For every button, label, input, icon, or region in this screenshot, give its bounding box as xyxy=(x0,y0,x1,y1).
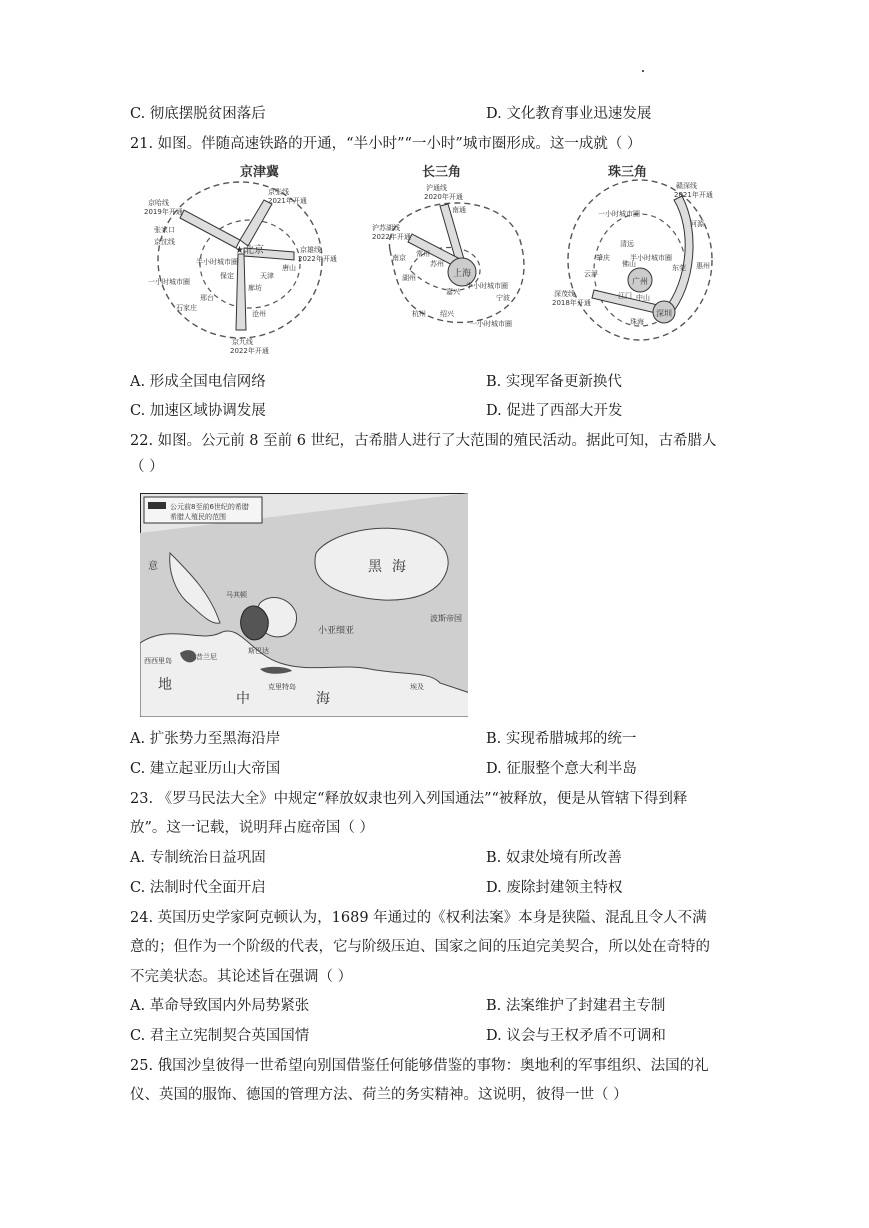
svg-text:杭州: 杭州 xyxy=(412,310,426,318)
q20-option-d: D. 文化教育事业迅速发展 xyxy=(486,106,652,122)
zsj-panel xyxy=(552,164,713,340)
svg-text:2018年开通: 2018年开通 xyxy=(552,299,591,307)
svg-text:江门: 江门 xyxy=(618,292,632,300)
q21-option-b: B. 实现军备更新换代 xyxy=(486,374,622,390)
svg-text:一小时城市圈: 一小时城市圈 xyxy=(598,210,640,218)
q24-option-b: B. 法案维护了封建君主专制 xyxy=(486,998,666,1014)
map-legend-2: 希腊人殖民的范围 xyxy=(170,513,226,521)
svg-text:一小时城市圈: 一小时城市圈 xyxy=(148,278,190,286)
zsj-center-gz: 广州 xyxy=(632,277,648,286)
map-sparta: 斯巴达 xyxy=(248,647,269,655)
q22-option-c: C. 建立起亚历山大帝国 xyxy=(130,761,281,777)
map-med-2: 中 xyxy=(236,691,250,707)
svg-text:东莞: 东莞 xyxy=(672,264,686,272)
svg-text:苏州: 苏州 xyxy=(430,260,444,268)
svg-text:深茂线: 深茂线 xyxy=(554,290,575,298)
q22-stem-line1: 22. 如图。公元前 8 至前 6 世纪，古希腊人进行了大范围的殖民活动。据此可知，古希腊人 xyxy=(130,433,717,449)
svg-text:沧州: 沧州 xyxy=(252,310,266,318)
svg-text:南通: 南通 xyxy=(452,206,466,214)
jjj-panel xyxy=(144,164,337,355)
svg-text:邢台: 邢台 xyxy=(200,294,214,302)
svg-text:肇庆: 肇庆 xyxy=(596,254,610,262)
q21-option-c: C. 加速区域协调发展 xyxy=(130,403,266,419)
q24-option-a: A. 革命导致国内外局势紧张 xyxy=(130,998,310,1014)
svg-text:中山: 中山 xyxy=(636,294,650,302)
csj-center: 上海 xyxy=(453,269,472,279)
svg-text:沪通线: 沪通线 xyxy=(426,184,447,192)
svg-text:2021年开通: 2021年开通 xyxy=(268,197,307,205)
svg-text:赣深线: 赣深线 xyxy=(676,182,697,190)
q25-stem-line2: 仪、英国的服饰、德国的管理方法、荷兰的务实精神。这说明，彼得一世（ ） xyxy=(130,1087,628,1103)
svg-text:南京: 南京 xyxy=(392,254,406,262)
svg-text:绍兴: 绍兴 xyxy=(440,310,454,318)
svg-text:湖州: 湖州 xyxy=(402,274,416,282)
page-dot xyxy=(642,70,644,72)
svg-text:清远: 清远 xyxy=(620,240,634,248)
jjj-center: ★北京 xyxy=(235,245,264,256)
map-macedonia: 马其顿 xyxy=(226,591,247,599)
svg-text:石家庄: 石家庄 xyxy=(176,304,197,312)
map-med-3: 海 xyxy=(316,691,330,707)
svg-text:2022年开通: 2022年开通 xyxy=(298,255,337,263)
q20-option-c: C. 彻底摆脱贫困落后 xyxy=(130,106,266,122)
q21-option-a: A. 形成全国电信网络 xyxy=(130,374,266,390)
q23-stem-line1: 23. 《罗马民法大全》中规定“释放奴隶也列入列国通法”“被释放，便是从管辖下得到释 xyxy=(130,791,688,807)
q22-option-b: B. 实现希腊城邦的统一 xyxy=(486,731,637,747)
q22-option-d: D. 征服整个意大利半岛 xyxy=(486,761,637,777)
q22-map xyxy=(140,493,468,717)
q24-option-d: D. 议会与王权矛盾不可调和 xyxy=(486,1028,666,1044)
svg-text:天津: 天津 xyxy=(260,272,274,280)
svg-text:2021年开通: 2021年开通 xyxy=(674,191,713,199)
svg-text:珠海: 珠海 xyxy=(630,318,644,326)
svg-text:廊坊: 廊坊 xyxy=(248,284,262,292)
map-black-sea-1: 黑 xyxy=(368,559,382,575)
q21-option-d: D. 促进了西部大开发 xyxy=(486,403,623,419)
q22-option-a: A. 扩张势力至黑海沿岸 xyxy=(130,731,281,747)
map-black-sea-2: 海 xyxy=(392,559,406,575)
zsj-center-sz: 深圳 xyxy=(656,309,672,318)
map-legend: 公元前8至前6世纪的希腊 xyxy=(170,503,249,511)
map-egypt: 埃及 xyxy=(410,683,424,691)
q25-stem-line1: 25. 俄国沙皇彼得一世希望向别国借鉴任何能够借鉴的事物：奥地利的军事组织、法国的礼 xyxy=(130,1058,709,1074)
csj-title: 长三角 xyxy=(422,165,462,180)
q24-option-c: C. 君主立宪制契合英国国情 xyxy=(130,1028,310,1044)
svg-text:沪苏湖线: 沪苏湖线 xyxy=(372,224,400,232)
q21-figure xyxy=(140,160,720,360)
svg-text:张家口: 张家口 xyxy=(154,226,175,234)
svg-text:2022年开通: 2022年开通 xyxy=(230,347,269,355)
svg-text:半小时城市圈: 半小时城市圈 xyxy=(196,258,238,266)
svg-text:2022年开通: 2022年开通 xyxy=(372,233,411,241)
map-crete: 克里特岛 xyxy=(268,683,296,691)
svg-text:2020年开通: 2020年开通 xyxy=(424,193,463,201)
q24-stem-line3: 不完美状态。其论述旨在强调（ ） xyxy=(130,969,353,985)
svg-text:京张线: 京张线 xyxy=(268,188,289,196)
svg-text:半小时城市圈: 半小时城市圈 xyxy=(466,282,508,290)
svg-text:京沈线: 京沈线 xyxy=(154,238,175,246)
svg-text:一小时城市圈: 一小时城市圈 xyxy=(470,320,512,328)
svg-text:京哈线: 京哈线 xyxy=(148,199,169,207)
svg-text:半小时城市圈: 半小时城市圈 xyxy=(630,254,672,262)
q24-stem-line2: 意的；但作为一个阶级的代表，它与阶级压迫、国家之间的压迫完美契合，所以处在奇特的 xyxy=(130,939,710,955)
q21-stem: 21. 如图。伴随高速铁路的开通，“半小时”“一小时”城市圈形成。这一成就（ ） xyxy=(130,136,642,152)
csj-panel xyxy=(372,164,524,328)
q22-stem-line2: （ ） xyxy=(130,459,164,475)
q23-stem-line2: 放”。这一记载，说明拜占庭帝国（ ） xyxy=(130,820,375,836)
q23-option-b: B. 奴隶处境有所改善 xyxy=(486,850,622,866)
map-med-1: 地 xyxy=(158,677,172,693)
zsj-title: 珠三角 xyxy=(608,165,648,180)
map-asia-minor: 小亚细亚 xyxy=(318,626,355,636)
svg-text:佛山: 佛山 xyxy=(622,260,636,268)
svg-text:京九线: 京九线 xyxy=(232,338,253,346)
svg-text:唐山: 唐山 xyxy=(282,264,296,272)
svg-text:宁波: 宁波 xyxy=(496,294,510,302)
map-italy: 意 xyxy=(148,561,158,572)
svg-text:惠州: 惠州 xyxy=(696,262,710,270)
map-cyrene: 昔兰尼 xyxy=(196,653,217,661)
q23-option-a: A. 专制统治日益巩固 xyxy=(130,850,266,866)
svg-text:保定: 保定 xyxy=(220,272,234,280)
svg-text:云浮: 云浮 xyxy=(584,270,598,278)
svg-text:河源: 河源 xyxy=(690,220,704,228)
q24-stem-line1: 24. 英国历史学家阿克顿认为，1689 年通过的《权利法案》本身是狭隘、混乱且令人不满 xyxy=(130,910,707,926)
map-sicily: 西西里岛 xyxy=(144,657,172,665)
q23-option-c: C. 法制时代全面开启 xyxy=(130,880,266,896)
jjj-title: 京津冀 xyxy=(240,165,280,180)
svg-text:嘉兴: 嘉兴 xyxy=(446,288,460,296)
map-persia: 波斯帝国 xyxy=(430,614,462,623)
svg-text:常州: 常州 xyxy=(416,250,430,258)
svg-text:2019年开通: 2019年开通 xyxy=(144,208,183,216)
q23-option-d: D. 废除封建领主特权 xyxy=(486,880,623,896)
svg-text:京雄线: 京雄线 xyxy=(300,246,321,254)
